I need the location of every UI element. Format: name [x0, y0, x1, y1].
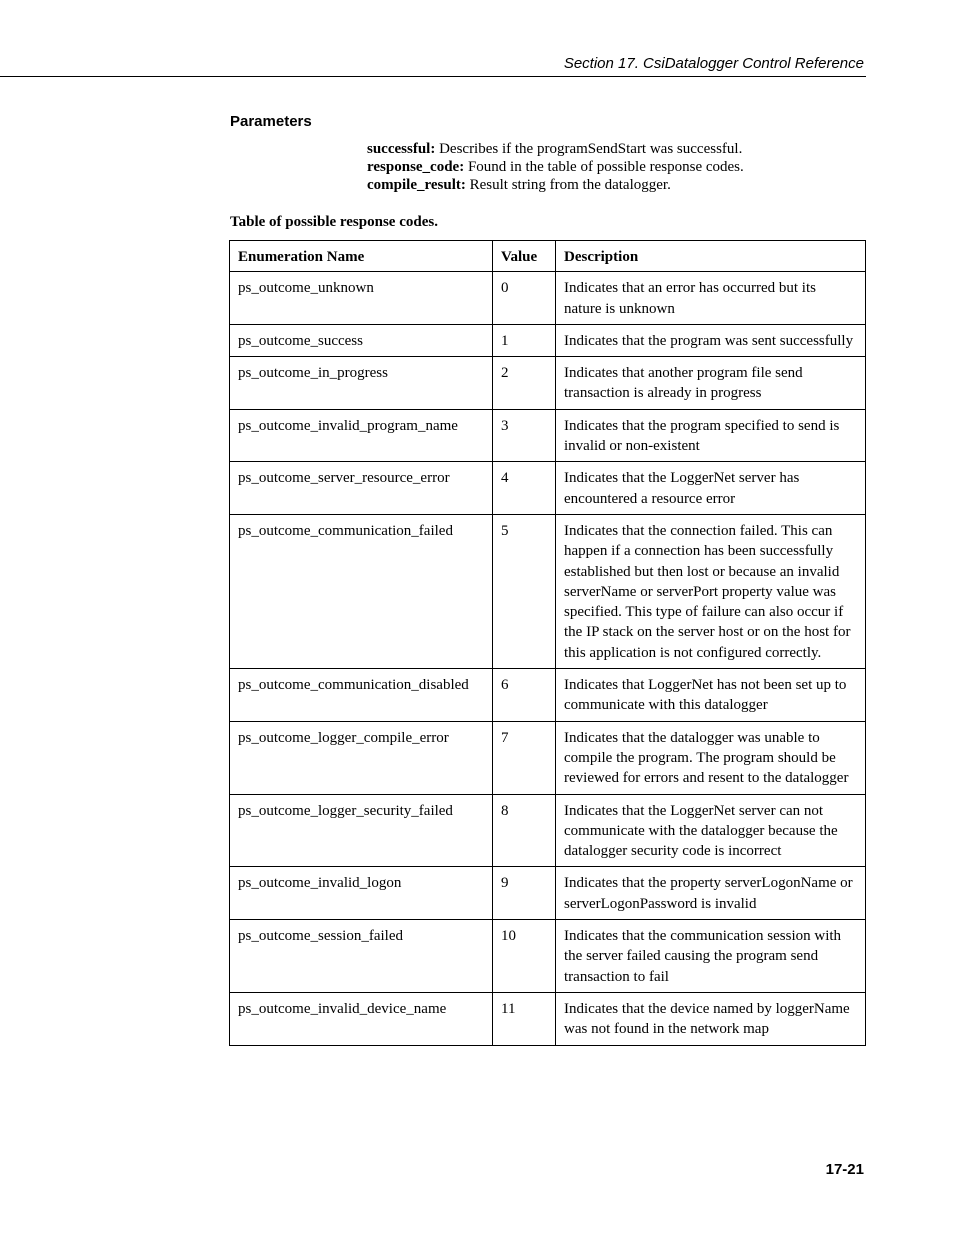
column-header-value: Value — [493, 241, 556, 272]
enumeration-name-cell: ps_outcome_session_failed — [230, 920, 493, 993]
enumeration-name-cell: ps_outcome_success — [230, 324, 493, 356]
enumeration-name-cell: ps_outcome_communication_disabled — [230, 669, 493, 722]
description-cell: Indicates that another program file send transaction is already in progress — [556, 357, 866, 410]
parameter-term: response_code: — [367, 159, 465, 175]
parameter-description: Found in the table of possible response codes. — [464, 159, 744, 175]
table-row — [230, 721, 866, 794]
parameter-item — [367, 158, 744, 176]
table-row — [230, 409, 866, 462]
parameter-description: Result string from the datalogger. — [465, 177, 671, 193]
running-header-title: Section 17. CsiDatalogger Control Reference — [563, 55, 864, 72]
table-row — [230, 514, 866, 668]
table-caption: Table of possible response codes. — [230, 214, 438, 230]
table-header-row — [230, 241, 866, 272]
description-cell: Indicates that the program was sent successfully — [556, 324, 866, 356]
table-row — [230, 669, 866, 722]
value-cell: 9 — [493, 867, 556, 920]
table-row — [230, 992, 866, 1045]
table-row — [230, 357, 866, 410]
table-row — [230, 462, 866, 515]
description-cell: Indicates that the connection failed. This can happen if a connection has been successfully established but then lost or because an invalid serverName or serverPort property value was specified. This type of failure can also occur if the IP stack on the server host or on the host for this application is not configured correctly. — [556, 514, 866, 668]
value-cell: 7 — [493, 721, 556, 794]
parameters-heading: Parameters — [230, 113, 312, 130]
enumeration-name-cell: ps_outcome_invalid_device_name — [230, 992, 493, 1045]
page-number: 17-21 — [825, 1161, 864, 1178]
column-header-enumeration-name: Enumeration Name — [230, 241, 493, 272]
description-cell: Indicates that the communication session with the server failed causing the program send transaction to fail — [556, 920, 866, 993]
parameter-term: successful: — [367, 141, 436, 157]
parameter-term: compile_result: — [367, 177, 466, 193]
enumeration-name-cell: ps_outcome_server_resource_error — [230, 462, 493, 515]
value-cell: 0 — [493, 272, 556, 325]
parameter-item — [367, 176, 744, 194]
parameter-item — [367, 140, 744, 158]
parameter-list — [367, 140, 744, 194]
value-cell: 10 — [493, 920, 556, 993]
description-cell: Indicates that LoggerNet has not been set up to communicate with this datalogger — [556, 669, 866, 722]
table-row — [230, 794, 866, 867]
column-header-description: Description — [556, 241, 866, 272]
value-cell: 4 — [493, 462, 556, 515]
value-cell: 2 — [493, 357, 556, 410]
description-cell: Indicates that the device named by loggerName was not found in the network map — [556, 992, 866, 1045]
table-row — [230, 867, 866, 920]
parameter-description: Describes if the programSendStart was successful. — [435, 141, 743, 157]
value-cell: 11 — [493, 992, 556, 1045]
response-codes-table — [229, 240, 866, 1046]
value-cell: 3 — [493, 409, 556, 462]
running-header — [0, 55, 866, 77]
enumeration-name-cell: ps_outcome_invalid_program_name — [230, 409, 493, 462]
value-cell: 1 — [493, 324, 556, 356]
enumeration-name-cell: ps_outcome_communication_failed — [230, 514, 493, 668]
description-cell: Indicates that the LoggerNet server has encountered a resource error — [556, 462, 866, 515]
value-cell: 8 — [493, 794, 556, 867]
enumeration-name-cell: ps_outcome_invalid_logon — [230, 867, 493, 920]
enumeration-name-cell: ps_outcome_unknown — [230, 272, 493, 325]
enumeration-name-cell: ps_outcome_logger_compile_error — [230, 721, 493, 794]
table-row — [230, 324, 866, 356]
description-cell: Indicates that the datalogger was unable to compile the program. The program should be reviewed for errors and resent to the datalogger — [556, 721, 866, 794]
table-row — [230, 272, 866, 325]
description-cell: Indicates that an error has occurred but its nature is unknown — [556, 272, 866, 325]
description-cell: Indicates that the program specified to send is invalid or non-existent — [556, 409, 866, 462]
enumeration-name-cell: ps_outcome_in_progress — [230, 357, 493, 410]
value-cell: 5 — [493, 514, 556, 668]
enumeration-name-cell: ps_outcome_logger_security_failed — [230, 794, 493, 867]
description-cell: Indicates that the LoggerNet server can not communicate with the datalogger because the datalogger security code is incorrect — [556, 794, 866, 867]
table-row — [230, 920, 866, 993]
value-cell: 6 — [493, 669, 556, 722]
description-cell: Indicates that the property serverLogonName or serverLogonPassword is invalid — [556, 867, 866, 920]
